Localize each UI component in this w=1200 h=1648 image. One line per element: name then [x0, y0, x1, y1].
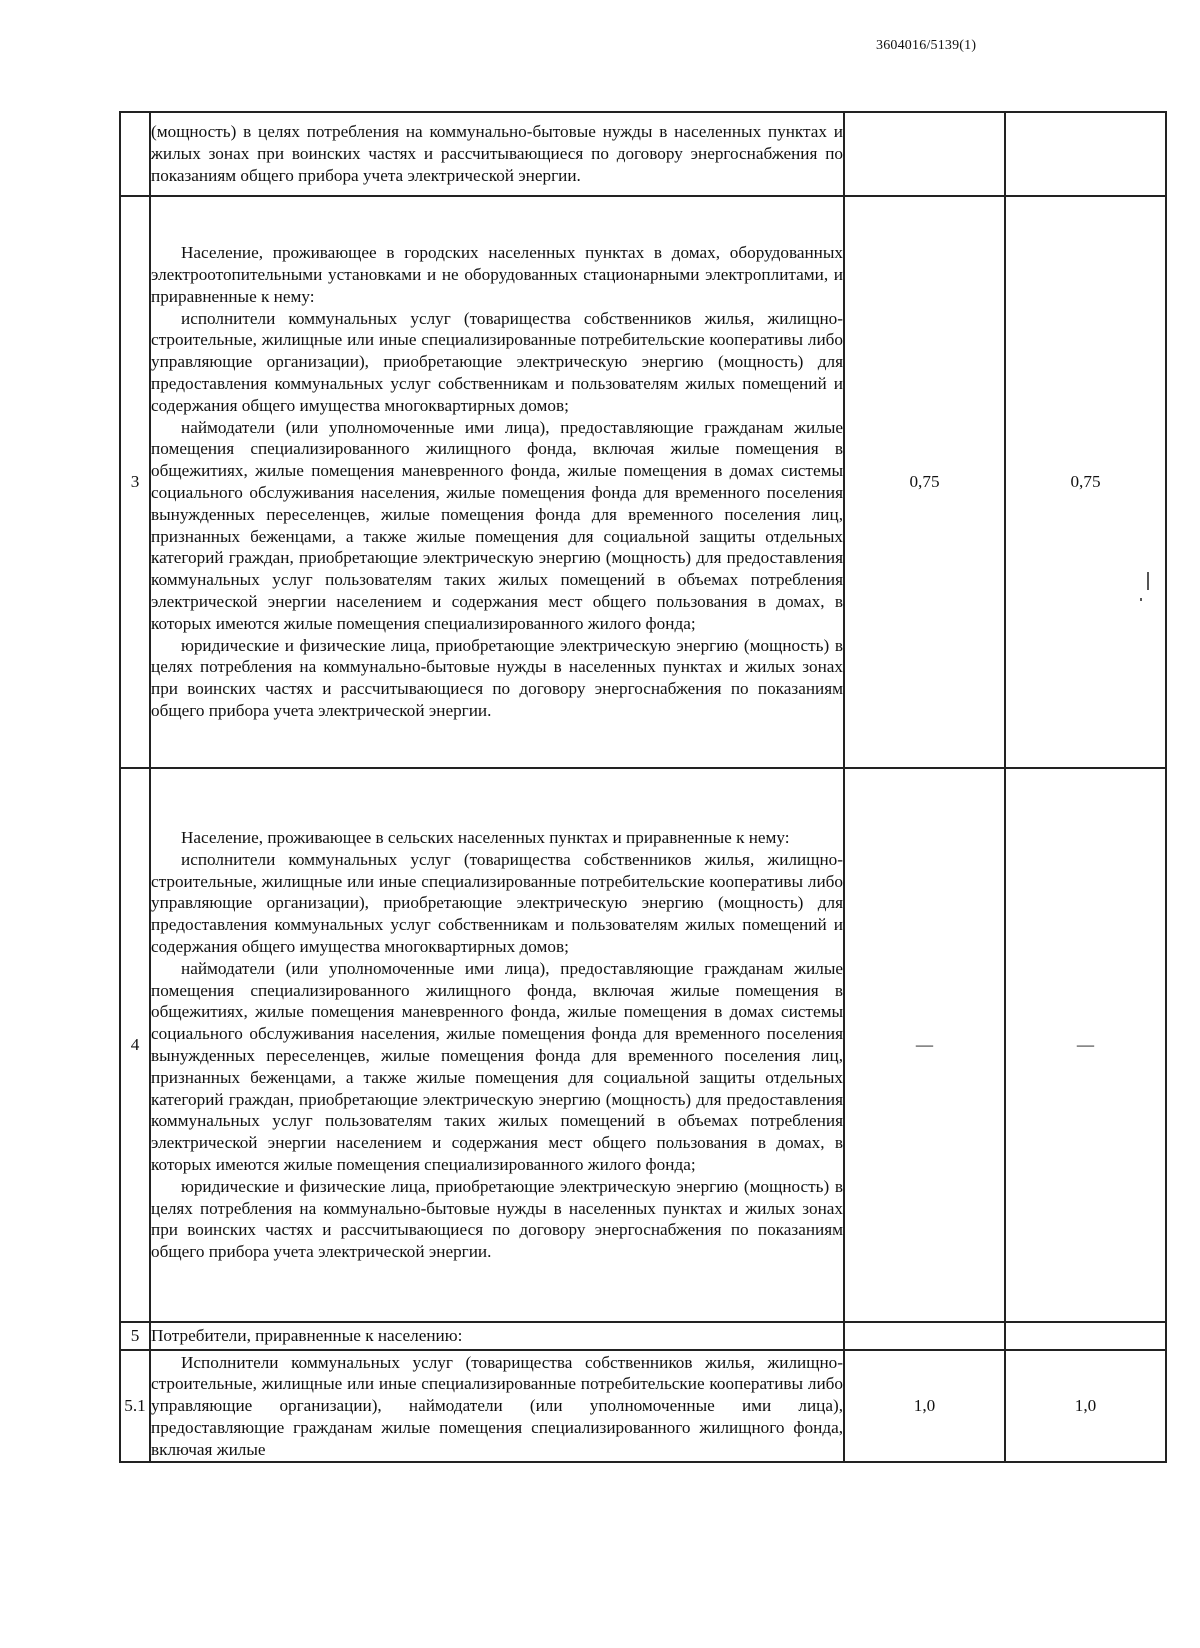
coefficient-cell-1 [844, 1322, 1005, 1350]
coefficient-cell-2: 1,0 [1005, 1350, 1166, 1462]
consumer-description-cell [150, 1322, 844, 1350]
row-number-cell: 5.1 [120, 1350, 150, 1462]
description-paragraph: (мощность) в целях потребления на коммунально-бытовые нужды в населенных пунктах и жилых зонах при воинских частях и рассчитывающиеся по договору энергоснабжения по показаниям общего прибора учета электрической энергии. [151, 122, 843, 185]
description-paragraph: исполнители коммунальных услуг (товарищества собственников жилья, жилищно-строительные, жилищные или иные специализированные потребительские кооперативы либо управляющие организации), приобретающие электрическую энергию (мощность) для предоставления коммунальных услуг собственникам и пользователям жилых помещений и содержания общего имущества многоквартирных домов; [151, 849, 843, 957]
consumer-description-cell [150, 1350, 844, 1462]
row-number-cell [120, 112, 150, 196]
coefficient-cell-2: — [1005, 768, 1166, 1322]
row-number-cell: 4 [120, 768, 150, 1322]
coefficient-cell-1: — [844, 768, 1005, 1322]
description-paragraph: наймодатели (или уполномоченные ими лица), предоставляющие гражданам жилые помещения специализированного жилищного фонда, включая жилые помещения в общежитиях, жилые помещения маневренного фонда, жилые помещения в домах системы социального обслуживания населения, жилые помещения фонда для временного поселения вынужденных переселенцев, жилые помещения фонда для временного поселения лиц, признанных беженцами, а также жилые помещения для социальной защиты отдельных категорий граждан, приобретающие электрическую энергию (мощность) для предоставления коммунальных услуг пользователям таких жилых помещений в объемах потребления электрической энергии населением и содержания мест общего пользования в домах, в которых имеются жилые помещения специализированного жилого фонда; [151, 958, 843, 1174]
description-paragraph: Исполнители коммунальных услуг (товарищества собственников жилья, жилищно-строительные, жилищные или иные специализированные потребительские кооперативы либо управляющие организации), наймодатели (или уполномоченные ими лица), предоставляющие гражданам жилые помещения специализированного жилищного фонда, включая жилые [151, 1352, 843, 1459]
description-paragraph: Потребители, приравненные к населению: [151, 1326, 463, 1346]
description-paragraph: наймодатели (или уполномоченные ими лица), предоставляющие гражданам жилые помещения специализированного жилищного фонда, включая жилые помещения в общежитиях, жилые помещения маневренного фонда, жилые помещения в домах системы социального обслуживания населения, жилые помещения фонда для временного поселения вынужденных переселенцев, жилые помещения фонда для временного поселения лиц, признанных беженцами, а также жилые помещения для социальной защиты отдельных категорий граждан, приобретающие электрическую энергию (мощность) для предоставления коммунальных услуг пользователям таких жилых помещений в объемах потребления электрической энергии населением и содержания мест общего пользования в домах, в которых имеются жилые помещения специализированного жилого фонда; [151, 417, 843, 633]
consumer-description-cell [150, 112, 844, 196]
tariff-table [119, 111, 1167, 1463]
scan-artifact [1140, 598, 1142, 601]
table-row [120, 196, 1166, 768]
description-paragraph: исполнители коммунальных услуг (товарищества собственников жилья, жилищно-строительные, жилищные или иные специализированные потребительские кооперативы либо управляющие организации), приобретающие электрическую энергию (мощность) для предоставления коммунальных услуг собственникам и пользователям жилых помещений и содержания общего имущества многоквартирных домов; [151, 308, 843, 415]
coefficient-cell-2 [1005, 112, 1166, 196]
table-row [120, 1322, 1166, 1350]
coefficient-cell-2 [1005, 1322, 1166, 1350]
description-paragraph: Население, проживающее в городских населенных пунктах в домах, оборудованных электроотопительными установками и не оборудованных стационарными электроплитами, и приравненные к нему: [151, 243, 843, 306]
row-number-cell: 5 [120, 1322, 150, 1350]
table-row [120, 768, 1166, 1322]
coefficient-cell-2: 0,75 [1005, 196, 1166, 768]
tariff-table-body [120, 112, 1166, 1462]
coefficient-cell-1: 0,75 [844, 196, 1005, 768]
row-number-cell: 3 [120, 196, 150, 768]
table-row [120, 112, 1166, 196]
scan-artifact [1147, 572, 1149, 590]
consumer-description-cell [150, 196, 844, 768]
coefficient-cell-1: 1,0 [844, 1350, 1005, 1462]
description-paragraph: Население, проживающее в сельских населенных пунктах и приравненные к нему: [181, 828, 790, 848]
coefficient-cell-1 [844, 112, 1005, 196]
table-row [120, 1350, 1166, 1462]
description-paragraph: юридические и физические лица, приобретающие электрическую энергию (мощность) в целях потребления на коммунально-бытовые нужды в населенных пунктах и жилых зонах при воинских частях и рассчитывающиеся по договору энергоснабжения по показаниям общего прибора учета электрической энергии. [151, 635, 843, 720]
document-number: 3604016/5139(1) [876, 38, 977, 53]
consumer-description-cell [150, 768, 844, 1322]
description-paragraph: юридические и физические лица, приобретающие электрическую энергию (мощность) в целях потребления на коммунально-бытовые нужды в населенных пунктах и жилых зонах при воинских частях и рассчитывающиеся по договору энергоснабжения по показаниям общего прибора учета электрической энергии. [151, 1176, 843, 1262]
